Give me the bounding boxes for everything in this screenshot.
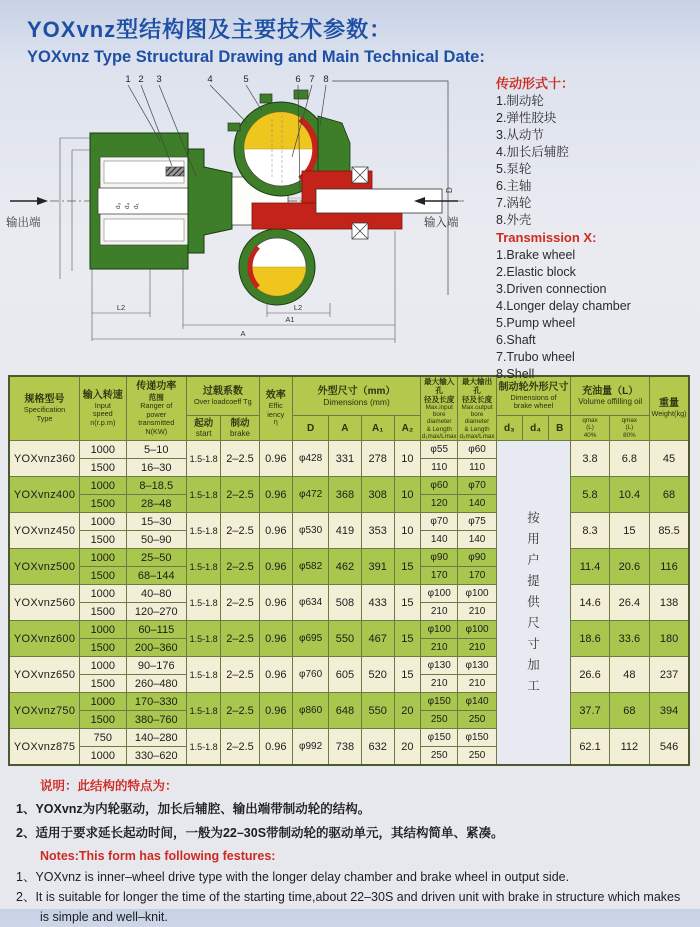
overload-brake-cell: 2–2.5 <box>221 585 259 621</box>
dim-A-cell: 648 <box>329 693 361 729</box>
oil-80-cell: 26.4 <box>609 585 649 621</box>
dim-A2-cell: 20 <box>394 729 420 766</box>
part-label-8: 8 <box>323 74 329 85</box>
power-cell: 200–360 <box>126 639 187 657</box>
header-weight: 重量 Weight(kg) <box>650 376 689 441</box>
dim-D-cell: φ428 <box>292 441 328 477</box>
bore-out-length-cell: 210 <box>458 639 496 657</box>
bore-diameter-labels <box>115 202 140 209</box>
header-input-speed: 输入转速 Input speed n(r.p.m) <box>80 376 126 441</box>
bore-in-cell: φ90 <box>421 549 458 567</box>
weight-cell: 116 <box>650 549 689 585</box>
header-spec: 规格型号 Specification Type <box>9 376 80 441</box>
legend-en-item: 2.Elastic block <box>496 265 576 279</box>
oil-40-cell: 3.8 <box>571 441 609 477</box>
table-body <box>9 441 689 766</box>
dim-A1-cell: 433 <box>361 585 394 621</box>
dim-D-cell: φ582 <box>292 549 328 585</box>
table-row <box>9 621 689 639</box>
weight-cell: 138 <box>650 585 689 621</box>
legend-en-header: Transmission X: <box>496 230 597 245</box>
bore-out-cell: φ70 <box>458 477 496 495</box>
bore-out-length-cell: 250 <box>458 747 496 766</box>
bore-in-length-cell: 250 <box>421 711 458 729</box>
speed-cell: 1000 <box>80 549 126 567</box>
bore-in-cell: φ100 <box>421 585 458 603</box>
header-overload: 过载系数 Over loadcoeff Tg <box>187 376 260 416</box>
legend-zh-item: 4.加长后辅腔 <box>496 145 569 159</box>
page-title-en: YOXvnz Type Structural Drawing and Main Technical Date: <box>27 48 485 66</box>
efficiency-cell: 0.96 <box>259 585 292 621</box>
notes-section <box>10 775 690 927</box>
table-row <box>9 513 689 531</box>
dim-d1-label: d₁ <box>133 203 140 209</box>
coupling-cross-section-drawing <box>0 71 482 373</box>
speed-cell: 1000 <box>80 477 126 495</box>
overload-start-cell: 1.5-1.8 <box>187 621 221 657</box>
oil-40-cell: 11.4 <box>571 549 609 585</box>
speed-cell: 1000 <box>80 657 126 675</box>
power-cell: 60–115 <box>126 621 187 639</box>
model-cell: YOXvnz360 <box>9 441 80 477</box>
bore-out-length-cell: 110 <box>458 459 496 477</box>
overload-brake-cell: 2–2.5 <box>221 441 259 477</box>
efficiency-cell: 0.96 <box>259 693 292 729</box>
legend-en-item: 8.Shell <box>496 367 535 381</box>
model-cell: YOXvnz650 <box>9 657 80 693</box>
legend-zh-item: 6.主轴 <box>496 179 532 193</box>
weight-cell: 394 <box>650 693 689 729</box>
speed-cell: 750 <box>80 729 126 747</box>
overload-start-cell: 1.5-1.8 <box>187 513 221 549</box>
bore-in-cell: φ130 <box>421 657 458 675</box>
speed-cell: 1000 <box>80 747 126 766</box>
part-label-2: 2 <box>138 74 144 85</box>
legend-zh-item: 3.从动节 <box>496 128 544 142</box>
table-row <box>9 441 689 459</box>
dim-A-cell: 462 <box>329 549 361 585</box>
dim-d4-label: d₄ <box>124 202 131 209</box>
weight-cell: 180 <box>650 621 689 657</box>
technical-parameters-table <box>8 375 690 766</box>
header-efficiency: 效率 Effic iency η <box>259 376 292 441</box>
speed-cell: 1500 <box>80 495 126 513</box>
model-cell: YOXvnz600 <box>9 621 80 657</box>
dim-A-cell: 419 <box>329 513 361 549</box>
model-cell: YOXvnz750 <box>9 693 80 729</box>
legend-en-item: 3.Driven connection <box>496 282 607 296</box>
dim-A1-cell: 308 <box>361 477 394 513</box>
oil-80-cell: 10.4 <box>609 477 649 513</box>
header-dim-A1: A₁ <box>361 416 394 441</box>
efficiency-cell: 0.96 <box>259 621 292 657</box>
table-row <box>9 585 689 603</box>
header-power-range: 传递功率 范围 Ranger of power transmitted N(KW) <box>126 376 187 441</box>
dim-A-cell: 550 <box>329 621 361 657</box>
header-dim-d3: d₃ <box>496 416 522 441</box>
dim-D-label: D <box>445 187 454 193</box>
speed-cell: 1500 <box>80 675 126 693</box>
dim-A1-cell: 520 <box>361 657 394 693</box>
oil-40-cell: 14.6 <box>571 585 609 621</box>
power-cell: 8–18.5 <box>126 477 187 495</box>
header-dimensions: 外型尺寸（mm） Dimensions (mm) <box>292 376 420 416</box>
speed-cell: 1500 <box>80 531 126 549</box>
part-number-labels <box>125 74 328 85</box>
legend-zh-item: 1.制动轮 <box>496 94 544 108</box>
table-header <box>9 376 689 441</box>
dim-A2-cell: 10 <box>394 477 420 513</box>
oil-80-cell: 20.6 <box>609 549 649 585</box>
dim-D-cell: φ992 <box>292 729 328 766</box>
dim-A1-cell: 278 <box>361 441 394 477</box>
bore-out-length-cell: 140 <box>458 531 496 549</box>
efficiency-cell: 0.96 <box>259 477 292 513</box>
part-label-4: 4 <box>207 74 213 85</box>
overload-start-cell: 1.5-1.8 <box>187 549 221 585</box>
page-titles <box>0 0 700 67</box>
speed-cell: 1500 <box>80 603 126 621</box>
bore-in-length-cell: 120 <box>421 495 458 513</box>
output-side-label: 输出端 <box>6 217 41 229</box>
bore-out-length-cell: 140 <box>458 495 496 513</box>
part-label-5: 5 <box>243 74 249 85</box>
efficiency-cell: 0.96 <box>259 513 292 549</box>
legend-en-item: 7.Trubo wheel <box>496 350 575 364</box>
dim-D-cell: φ695 <box>292 621 328 657</box>
table-row <box>9 549 689 567</box>
notes-en-item: 1、YOXvnz is inner–wheel drive type with the longer delay chamber and brake wheel in output side. <box>16 870 570 885</box>
dim-D-cell: φ860 <box>292 693 328 729</box>
header-dim-B: B <box>549 416 571 441</box>
table-row <box>9 477 689 495</box>
dim-A1-cell: 632 <box>361 729 394 766</box>
table-row <box>9 693 689 711</box>
overload-brake-cell: 2–2.5 <box>221 657 259 693</box>
legend-en-item: 6.Shaft <box>496 333 536 347</box>
part-label-1: 1 <box>125 74 131 85</box>
parts-legend <box>482 71 700 381</box>
bore-in-length-cell: 210 <box>421 639 458 657</box>
header-dim-A2: A₂ <box>394 416 420 441</box>
legend-zh-item: 7.涡轮 <box>496 196 532 210</box>
bore-in-cell: φ70 <box>421 513 458 531</box>
speed-cell: 1500 <box>80 711 126 729</box>
bore-out-cell: φ150 <box>458 729 496 747</box>
part-label-7: 7 <box>309 74 315 85</box>
efficiency-cell: 0.96 <box>259 441 292 477</box>
dim-A2-cell: 10 <box>394 441 420 477</box>
structural-drawing <box>0 71 482 373</box>
dim-A2-cell: 10 <box>394 513 420 549</box>
weight-cell: 237 <box>650 657 689 693</box>
bottom-dimension-labels <box>117 303 302 338</box>
oil-80-cell: 48 <box>609 657 649 693</box>
bore-out-cell: φ130 <box>458 657 496 675</box>
oil-40-cell: 62.1 <box>571 729 609 766</box>
part-label-3: 3 <box>156 74 162 85</box>
lower-chamber <box>239 229 315 305</box>
oil-80-cell: 6.8 <box>609 441 649 477</box>
oil-40-cell: 37.7 <box>571 693 609 729</box>
power-cell: 25–50 <box>126 549 187 567</box>
overload-start-cell: 1.5-1.8 <box>187 477 221 513</box>
bore-in-cell: φ100 <box>421 621 458 639</box>
bore-in-cell: φ150 <box>421 729 458 747</box>
legend-zh-header: 传动形式十： <box>496 76 575 91</box>
legend-zh-item: 5.泵轮 <box>496 162 532 176</box>
model-cell: YOXvnz875 <box>9 729 80 766</box>
dim-D-cell: φ634 <box>292 585 328 621</box>
oil-80-cell: 33.6 <box>609 621 649 657</box>
notes-zh-item: 1、YOXvnz为内轮驱动，加长后辅腔、输出端带制动轮的结构。 <box>16 802 371 817</box>
notes-en-header: Notes:This form has following festures: <box>40 849 276 864</box>
speed-cell: 1500 <box>80 567 126 585</box>
bore-out-length-cell: 210 <box>458 603 496 621</box>
overload-brake-cell: 2–2.5 <box>221 693 259 729</box>
model-cell: YOXvnz500 <box>9 549 80 585</box>
overload-start-cell: 1.5-1.8 <box>187 729 221 766</box>
dim-A-cell: 508 <box>329 585 361 621</box>
dim-l2-right-label: L2 <box>293 303 303 312</box>
bore-in-length-cell: 110 <box>421 459 458 477</box>
power-cell: 5–10 <box>126 441 187 459</box>
dim-A1-cell: 550 <box>361 693 394 729</box>
model-cell: YOXvnz400 <box>9 477 80 513</box>
dim-A2-cell: 15 <box>394 657 420 693</box>
overload-brake-cell: 2–2.5 <box>221 549 259 585</box>
header-start: 起动 start <box>187 416 221 441</box>
overload-start-cell: 1.5-1.8 <box>187 441 221 477</box>
overload-start-cell: 1.5-1.8 <box>187 693 221 729</box>
dim-d3-label: d₃ <box>115 202 122 209</box>
dim-D-cell: φ472 <box>292 477 328 513</box>
legend-en-item: 1.Brake wheel <box>496 248 576 262</box>
power-cell: 380–760 <box>126 711 187 729</box>
weight-cell: 85.5 <box>650 513 689 549</box>
dim-D-cell: φ530 <box>292 513 328 549</box>
legend-zh-item: 8.外壳 <box>496 213 532 227</box>
bore-out-cell: φ140 <box>458 693 496 711</box>
dim-A1-cell: 467 <box>361 621 394 657</box>
power-cell: 28–48 <box>126 495 187 513</box>
model-cell: YOXvnz450 <box>9 513 80 549</box>
bore-in-length-cell: 250 <box>421 747 458 766</box>
model-cell: YOXvnz560 <box>9 585 80 621</box>
bore-in-cell: φ55 <box>421 441 458 459</box>
dim-A-cell: 368 <box>329 477 361 513</box>
speed-cell: 1500 <box>80 639 126 657</box>
dim-D-cell: φ760 <box>292 657 328 693</box>
input-side-label: 输入端 <box>424 217 459 229</box>
speed-cell: 1500 <box>80 459 126 477</box>
header-brake-wheel-dims: 制动轮外形尺寸 Dimensions of brake wheel <box>496 376 571 416</box>
elastic-block-part <box>166 167 184 176</box>
dim-A1-cell: 391 <box>361 549 394 585</box>
speed-cell: 1000 <box>80 693 126 711</box>
bore-in-length-cell: 170 <box>421 567 458 585</box>
bore-in-cell: φ150 <box>421 693 458 711</box>
header-oil-40: qmax (L) 40% <box>571 416 609 441</box>
header-oil-volume: 充油量（L） Volume offilling oil <box>571 376 650 416</box>
dim-l2-left-label: L2 <box>116 303 126 312</box>
power-cell: 120–270 <box>126 603 187 621</box>
bore-in-length-cell: 210 <box>421 603 458 621</box>
table-row <box>9 657 689 675</box>
oil-40-cell: 5.8 <box>571 477 609 513</box>
legend-zh-item: 2.弹性胶块 <box>496 111 557 125</box>
header-dim-A: A <box>329 416 361 441</box>
machined-note-text: 按用户提供尺寸加工 <box>527 511 540 694</box>
oil-80-cell: 112 <box>609 729 649 766</box>
bore-out-cell: φ75 <box>458 513 496 531</box>
page-title-zh: YOXvnz型结构图及主要技术参数： <box>27 17 393 42</box>
machined-note-cell <box>496 441 571 766</box>
dim-A2-cell: 15 <box>394 549 420 585</box>
speed-cell: 1000 <box>80 585 126 603</box>
overload-brake-cell: 2–2.5 <box>221 621 259 657</box>
power-cell: 40–80 <box>126 585 187 603</box>
bore-in-length-cell: 140 <box>421 531 458 549</box>
power-cell: 50–90 <box>126 531 187 549</box>
overload-start-cell: 1.5-1.8 <box>187 657 221 693</box>
dim-A2-cell: 15 <box>394 621 420 657</box>
header-brake: 制动 brake <box>221 416 259 441</box>
bore-in-length-cell: 210 <box>421 675 458 693</box>
bore-out-cell: φ90 <box>458 549 496 567</box>
dim-a-label: A <box>240 329 246 338</box>
legend-en-item: 4.Longer delay chamber <box>496 299 631 313</box>
legend-en-item: 5.Pump wheel <box>496 316 576 330</box>
power-cell: 16–30 <box>126 459 187 477</box>
speed-cell: 1000 <box>80 441 126 459</box>
dim-A-cell: 605 <box>329 657 361 693</box>
weight-cell: 68 <box>650 477 689 513</box>
oil-40-cell: 8.3 <box>571 513 609 549</box>
bore-out-length-cell: 210 <box>458 675 496 693</box>
dim-A2-cell: 20 <box>394 693 420 729</box>
table-row <box>9 729 689 747</box>
weight-cell: 546 <box>650 729 689 766</box>
bore-out-length-cell: 250 <box>458 711 496 729</box>
part-label-6: 6 <box>295 74 301 85</box>
overload-brake-cell: 2–2.5 <box>221 477 259 513</box>
notes-zh-header: 说明：此结构的特点为： <box>40 779 178 794</box>
speed-cell: 1000 <box>80 621 126 639</box>
power-cell: 330–620 <box>126 747 187 766</box>
bore-out-length-cell: 170 <box>458 567 496 585</box>
dim-A-cell: 331 <box>329 441 361 477</box>
bore-out-cell: φ100 <box>458 621 496 639</box>
dim-A2-cell: 15 <box>394 585 420 621</box>
power-cell: 170–330 <box>126 693 187 711</box>
bore-in-cell: φ60 <box>421 477 458 495</box>
dim-A1-cell: 353 <box>361 513 394 549</box>
header-oil-80: qmax (L) 80% <box>609 416 649 441</box>
notes-en-item: 2、It is suitable for longer the time of the starting time,about 22–30S and driven unit with brake in structure which makes is simple and well–knit. <box>16 890 681 925</box>
power-cell: 140–280 <box>126 729 187 747</box>
power-cell: 90–176 <box>126 657 187 675</box>
overload-brake-cell: 2–2.5 <box>221 729 259 766</box>
notes-zh-item: 2、适用于要求延长起动时间，一般为22–30S带制动轮的驱动单元，其结构简单、紧凑。 <box>16 826 504 841</box>
efficiency-cell: 0.96 <box>259 729 292 766</box>
driven-connection-part <box>188 149 232 253</box>
overload-brake-cell: 2–2.5 <box>221 513 259 549</box>
power-cell: 68–144 <box>126 567 187 585</box>
bore-out-cell: φ60 <box>458 441 496 459</box>
power-cell: 15–30 <box>126 513 187 531</box>
oil-80-cell: 68 <box>609 693 649 729</box>
header-dim-D: D <box>292 416 328 441</box>
dim-a1-label: A1 <box>285 315 295 324</box>
oil-80-cell: 15 <box>609 513 649 549</box>
efficiency-cell: 0.96 <box>259 657 292 693</box>
oil-40-cell: 18.6 <box>571 621 609 657</box>
dim-A-cell: 738 <box>329 729 361 766</box>
weight-cell: 45 <box>650 441 689 477</box>
speed-cell: 1000 <box>80 513 126 531</box>
bore-out-cell: φ100 <box>458 585 496 603</box>
header-max-output-bore: 最大输出孔 径及长度 Max.output bore diameter & Length d₂max/Lmax <box>459 377 495 440</box>
oil-40-cell: 26.6 <box>571 657 609 693</box>
header-max-input-bore: 最大输入孔 径及长度 Max.input bore diameter & Length d₁max/Lmax <box>421 377 457 440</box>
overload-start-cell: 1.5-1.8 <box>187 585 221 621</box>
header-dim-d4: d₄ <box>522 416 548 441</box>
efficiency-cell: 0.96 <box>259 549 292 585</box>
power-cell: 260–480 <box>126 675 187 693</box>
